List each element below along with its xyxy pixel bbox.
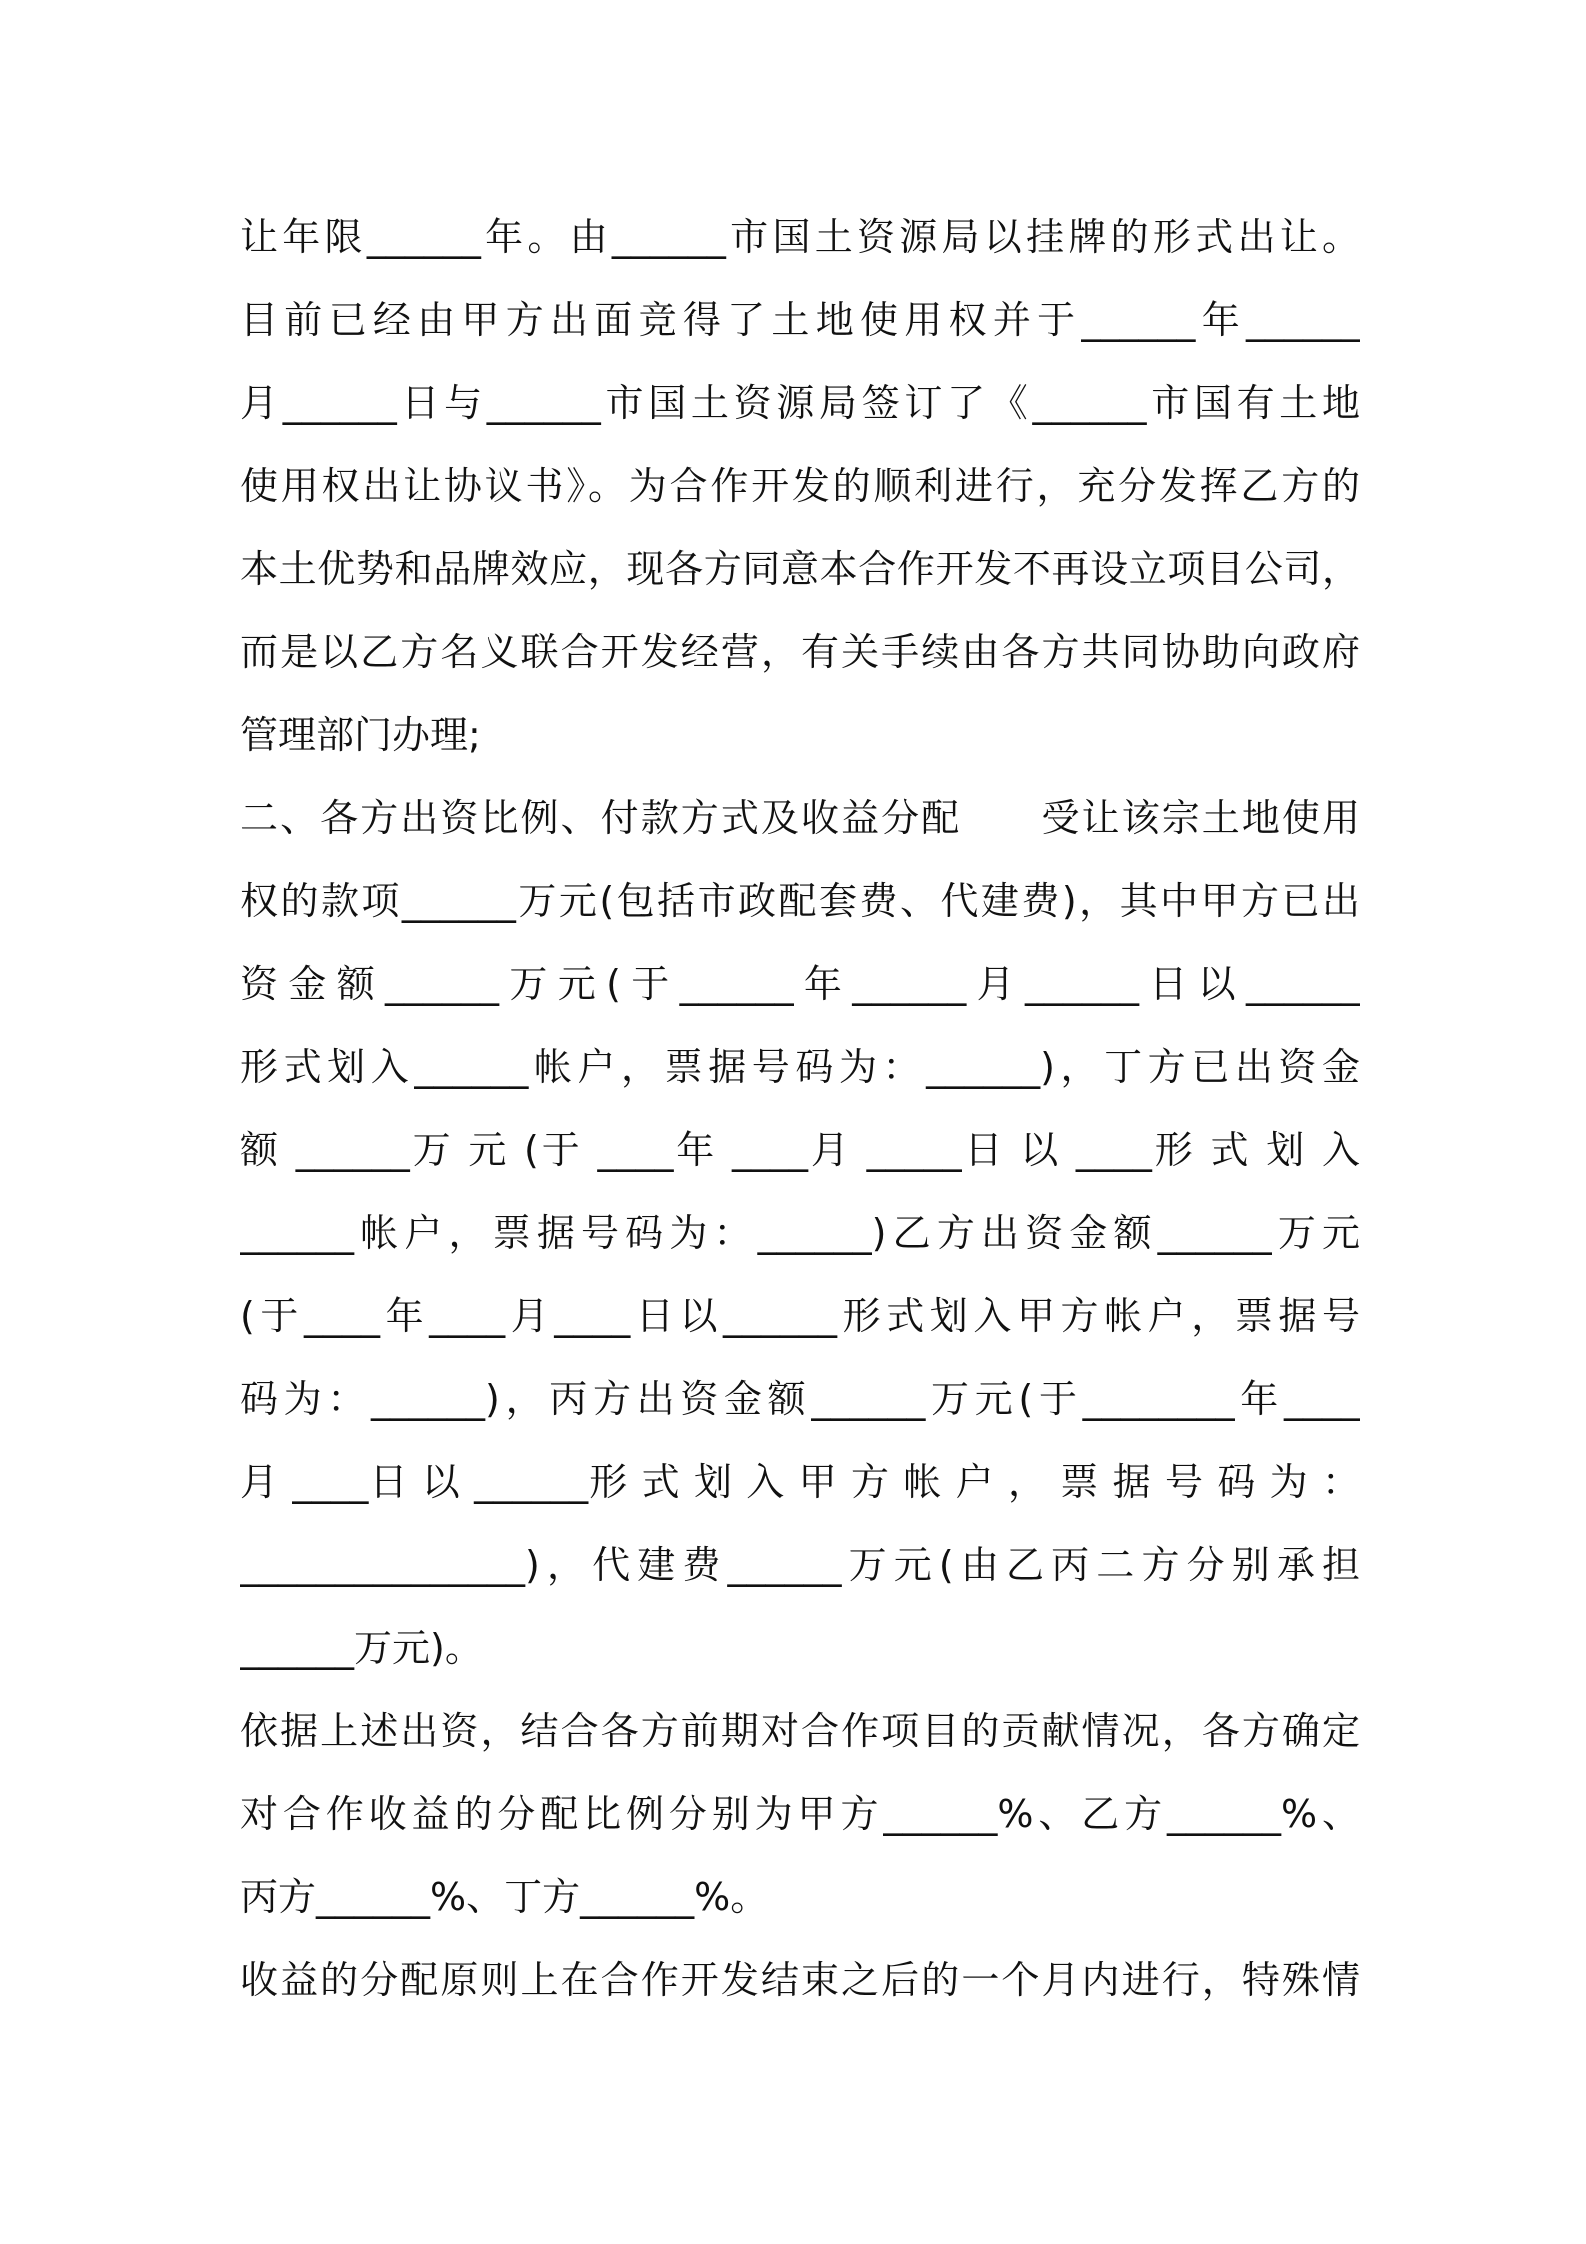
text-line: 对合作收益的分配比例分别为甲方______%、乙方______%、 [240, 1792, 1360, 1836]
text-line: _______________)，代建费______万元(由乙丙二方分别承担 [240, 1543, 1360, 1587]
text-line: (于____年____月____日以______形式划入甲方帐户，票据号 [240, 1294, 1360, 1338]
text-line: 权的款项______万元(包括市政配套费、代建费)，其中甲方已出 [240, 879, 1360, 923]
contract-text-body [240, 196, 1360, 2022]
section-heading-line: 二、各方出资比例、付款方式及收益分配 受让该宗土地使用 [240, 796, 1360, 840]
text-line: 丙方______%、丁方______%。 [240, 1875, 769, 1919]
text-line: 而是以乙方名义联合开发经营，有关手续由各方共同协助向政府 [240, 630, 1360, 674]
text-line: ______帐户，票据号码为：______)乙方出资金额______万元 [240, 1211, 1360, 1255]
text-line: 管理部门办理; [240, 713, 481, 757]
text-line: 资金额______万元(于______年______月______日以______ [240, 962, 1360, 1006]
text-line: 本土优势和品牌效应，现各方同意本合作开发不再设立项目公司， [240, 547, 1360, 591]
text-line: 收益的分配原则上在合作开发结束之后的一个月内进行，特殊情 [240, 1958, 1360, 2002]
text-line: 形式划入______帐户，票据号码为：______)，丁方已出资金 [240, 1045, 1360, 1089]
text-line: 让年限______年。由______市国土资源局以挂牌的形式出让。 [240, 215, 1360, 259]
text-line: 使用权出让协议书》。为合作开发的顺利进行，充分发挥乙方的 [240, 464, 1360, 508]
text-line: 依据上述出资，结合各方前期对合作项目的贡献情况，各方确定 [240, 1709, 1360, 1753]
text-line: 额 ______万 元 (于 ____年 ____月 _____日 以 ____形 式 划 入 [240, 1128, 1360, 1172]
text-line: 月 ____日 以 ______形 式 划 入 甲 方 帐 户 ， 票 据 号 码 为 ： [240, 1460, 1360, 1504]
text-line: 月______日与______市国土资源局签订了《______市国有土地 [240, 381, 1360, 425]
text-line: ______万元)。 [240, 1626, 483, 1670]
text-line: 目前已经由甲方出面竞得了土地使用权并于______年______ [240, 298, 1360, 342]
text-line: 码为：______)，丙方出资金额______万元(于________年____ [240, 1377, 1360, 1421]
